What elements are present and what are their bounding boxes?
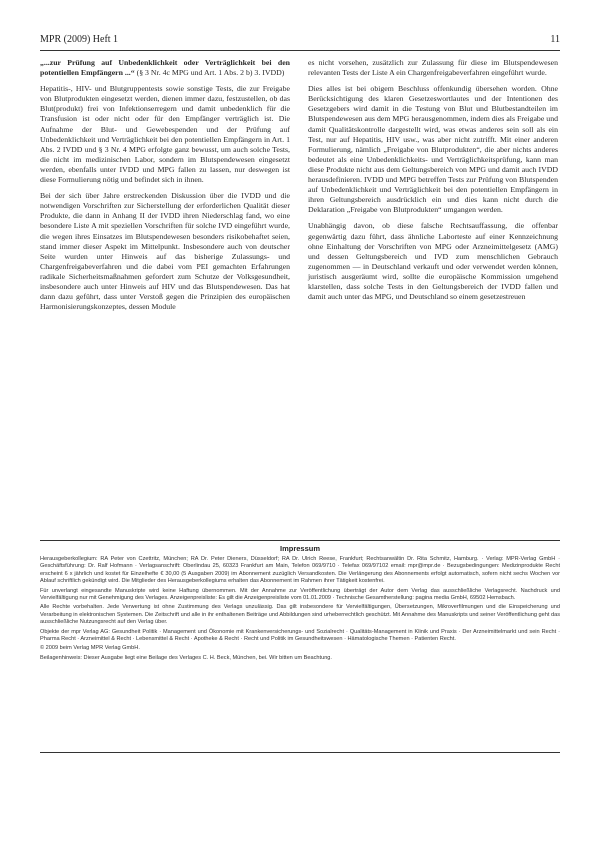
impressum-line: Alle Rechte vorbehalten. Jede Verwertung ist ohne Zustimmung des Verlags unzulässig. Das gilt insbesondere für Vervielfältigungen, Übersetzungen, Mikroverfilmungen und die Einspeicherung und Verarbeitung in elektronischen Systemen. Die Zeitschrift und alle in ihr enthaltenen Beiträge und Abbildungen sind urheberrechtlich geschützt. Mit Annahme des Manuskripts und seiner Veröffentlichung geht das ausschließliche Nutzungsrecht auf den Verlag über. <box>40 604 560 626</box>
impressum-line: Für unverlangt eingesandte Manuskripte wird keine Haftung übernommen. Mit der Annahme zur Veröffentlichung überträgt der Autor dem Verlag das ausschließliche Verlagsrecht. Nachdruck und Vervielfältigung nur mit Genehmigung des Verlages. Anzeigenpreisliste: Es gilt die Anzeigenpreisliste vom 01.01.2009 · Technische Gesamtherstellung: pagina media GmbH, 69502 Hemsbach. <box>40 587 560 602</box>
right-column <box>308 58 558 308</box>
impressum-line: Herausgeberkollegium: RA Peter von Czettritz, München; RA Dr. Peter Dieners, Düsseldorf; RA Dr. Ulrich Reese, Frankfurt; Rechtsanwältin Dr. Rita Schmitz, Hamburg. · Verlag: MPR-Verlag GmbH · Geschäftsführung: Dr. Ralf Hofmann · Verlagsanschrift: Oberlindau 25, 60323 Frankfurt am Main, Telefon 069/9710 · Telefax 069/97102 email: mpr@mpr.de · Bezugsbedingungen: Medizinprodukte Recht erscheint 6 x jährlich und kostet für Einzelhefte € 30,00 (5 Ausgaben 2009) im Abonnement zuzüglich Versandkosten. Die Verlängerung des Abonnements erfolgt automatisch, sofern nicht sechs Wochen vor Ablauf schriftlich gekündigt wird. Die Mitglieder des Herausgeberkollegiums erhalten das Abonnement im Rahmen ihrer Tätigkeit kostenfrei. <box>40 556 560 585</box>
impressum-title: Impressum <box>279 544 321 553</box>
impressum-line: Beilagenhinweis: Dieser Ausgabe liegt eine Beilage des Verlages C. H. Beck, München, bei. Wir bitten um Beachtung. <box>40 654 332 661</box>
impressum-body <box>40 556 560 664</box>
header-rule <box>40 50 560 51</box>
impressum-bottom-rule <box>40 752 560 753</box>
page-header <box>40 34 560 48</box>
paragraph: es nicht vorsehen, zusätzlich zur Zulassung für diese im Blutspendewesen relevanten Tests der Liste A ein Chargenfreigabeverfahren eingeführt wurde. <box>308 58 558 78</box>
paragraph: Bei der sich über Jahre erstreckenden Diskussion über die IVDD und die notwendigen Vorschriften zur Sicherstellung der erforderlichen Qualität dieser Produkte, die dann in Anhang II der IVDD ihren Niederschlag fand, wo eine besondere Liste A mit speziellen Vorschriften für solche IVD eingeführt wurde, die wegen ihres Einsatzes im Blutspendewesen besonders risikobehaftet seien, stand immer dieser Aspekt im Mittelpunkt. Insbesondere auch von deutscher Seite wurden unter Hinweis auf das bisherige Zulassungs- und Chargenfreigabeverfahren und die dabei vom PEI gemachten Erfahrungen radikale Sicherheitsmaßnahmen gefordert zum Schutze der Volksgesundheit, insbesondere auch unter Hinweis auf HIV und das Blutspendewesen. Das hat dann dazu geführt, dass unter Verstoß gegen die Prinzipien des europäischen Harmonisierungskonzeptes, dessen Module <box>40 191 290 312</box>
paragraph: Unabhängig davon, ob diese falsche Rechtsauffassung, die offenbar gegenwärtig dazu führt, dass ähnliche Laborteste auf einer Kennzeichnung ohne Einhaltung der Vorschriften von MPG oder Arzneimittelgesetz (AMG) und dessen Geltungsbereich und IVD zum menschlichen Gebrauch zugenommen — in Deutschland verkauft und oder verwendet werden können, juristisch ausgeräumt wird, sollte die europäische Kommission umgehend klarstellen, dass solche Tests in den Geltungsbereich der IVDD fallen und damit auch unter das MPG, und Deutschland so einem gesetzestreuen <box>308 221 558 302</box>
impressum-line: Objekte der mpr Verlag AG: Gesundheit Politik · Management und Ökonomie mit Krankenversicherungs- und Sozialrecht · Qualitäts-Management in Klinik und Praxis · Der Arzneimittelmarkt und sein Recht · Pharma Recht · Arzneimittel & Recht · Lebensmittel & Recht · Apotheke & Recht · Recht und Politik im Gesundheitswesen · Hämatologische Themen · Patienten Recht. <box>40 628 560 643</box>
impressum-line: © 2009 beim Verlag MPR Verlag GmbH. <box>40 645 140 652</box>
section-heading-reference: (§ 3 Nr. 4c MPG und Art. 1 Abs. 2 b) 3. IVDD) <box>136 68 285 78</box>
section-heading: „...zur Prüfung auf Unbedenklichkeit oder Verträglichkeit bei den potentiellen Empfängern ...“ <box>40 58 290 78</box>
left-column <box>40 58 290 318</box>
impressum-top-rule <box>40 540 560 541</box>
page-number: 11 <box>550 34 560 45</box>
paragraph: Dies alles ist bei obigem Beschluss offenkundig übersehen worden. Ohne Berücksichtigung des klaren Gesetzeswortlautes und der Intentionen des Gesetzgebers wird damit in die Testung von Blut und Blutbestandteilen im Blutspendewesen aus dem MPG herausgenommen, indem dies als Freigabe und damit Qualitätskontrolle dargestellt wird, was etwas anderes sein soll als ein Test, nur auf Hepatitis, HIV usw., was aber nicht zutrifft. Mit einer anderen Formulierung, nämlich „Freigabe von Blutprodukten“, die aber nichts anderes bedeutet als eine Unbedenklichkeits- und Verträglichkeitsprüfung, kann man diese Produkte nicht aus dem Geltungsbereich von MPG und damit auch IVDD herausdefinieren. IVDD und MPG betreffen Tests zur Prüfung von Blutspenden auf Unbedenklichkeit und Verträglichkeit bei den potentiellen Empfängern in ihren Geltungsbereich ausdrücklich ein und dies kann nicht durch die Deklaration „Freigabe von Blutprodukten“ umgangen werden. <box>308 84 558 215</box>
journal-title: MPR (2009) Heft 1 <box>40 34 119 45</box>
paragraph: Hepatitis-, HIV- und Blutgruppentests sowie sonstige Tests, die zur Freigabe von Blutprodukten eingesetzt werden, dienen immer dazu, festzustellen, ob das Blut(produkt) frei von Infektionserregern und damit unbedenklich für die Transfusion ist oder nicht oder für den Empfänger verträglich ist. Die Aufnahme der Blut- und Gewebespenden und der Prüfung auf Unbedenklichkeit und Verträglichkeit bei den potentiellen Empfängern in Art. 1 Abs. 2 IVDD und § 3 Nr. 4 MPG erfolgte ganz bewusst, um auch solche Tests, die nicht im medizinischen Labor, sondern im Blutspendewesen eingesetzt werden, ebenfalls unter IVDD und MPG fallen zu lassen, nur deswegen ist diese Formulierung nötig und befindet sich in ihnen. <box>40 84 290 185</box>
